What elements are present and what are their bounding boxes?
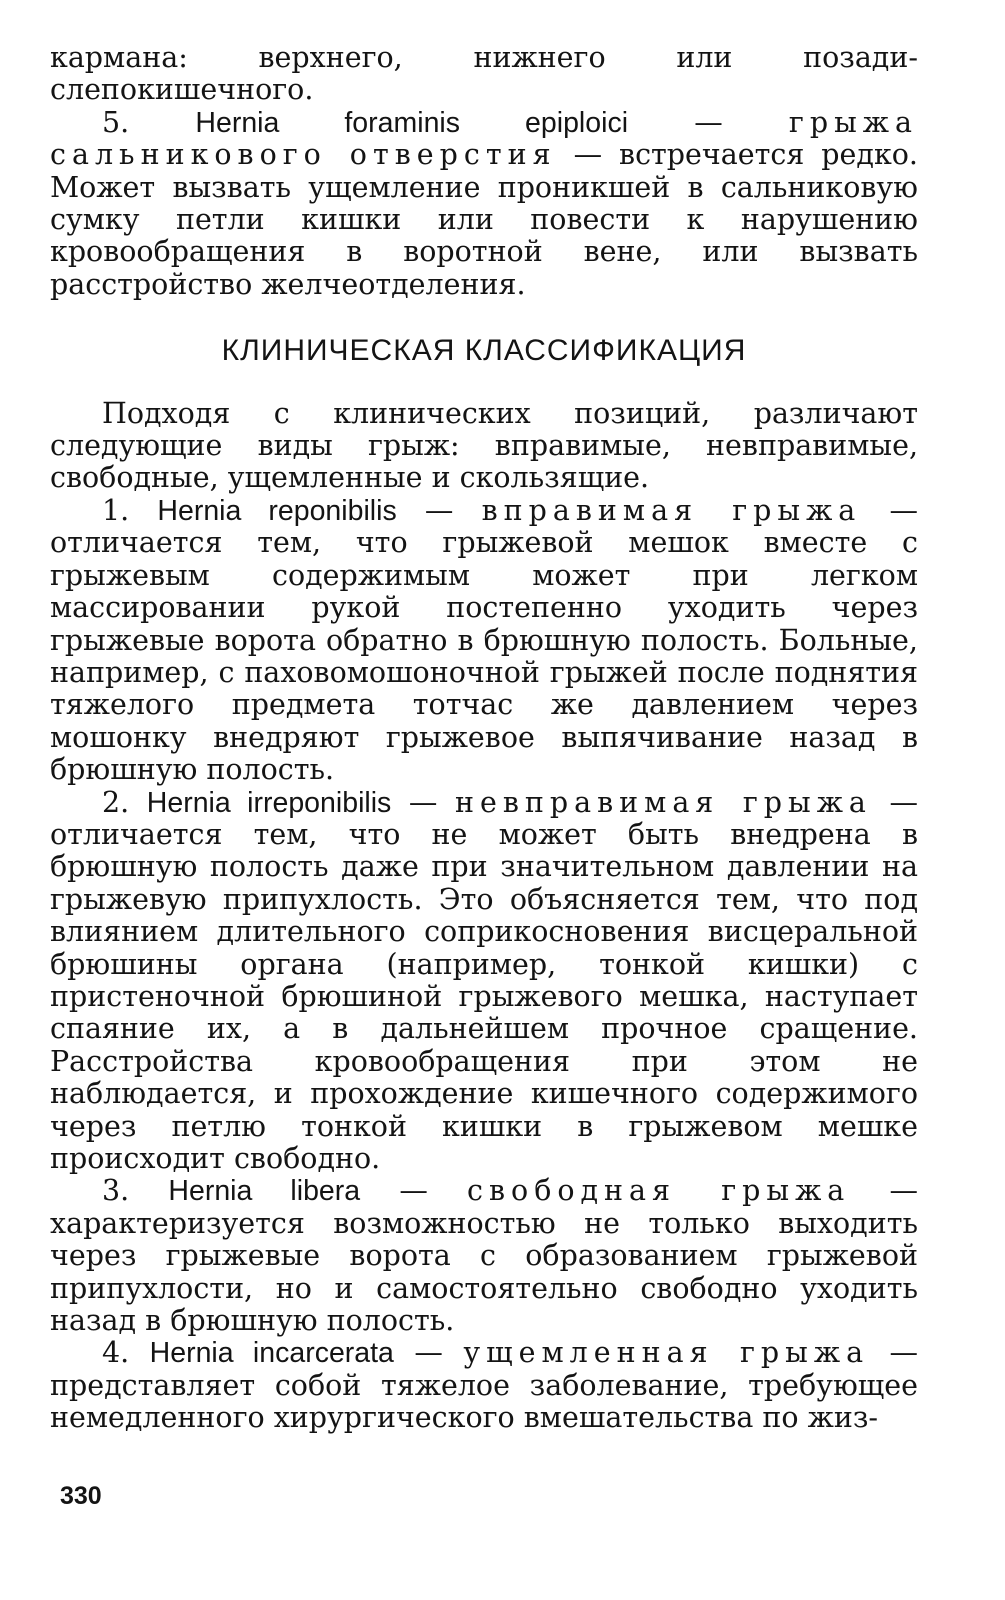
paragraph-text: — отличается тем, что грыжевой мешок вместе с грыжевым содержимым может при легком массировании рукой постепенно уходить через грыжевые ворота обратно в брюшную полость. Больные, например, с паховомошоночной грыжей после поднятия тяжелого предмета тотчас же давлением через мошонку внедряют грыжевое выпячивание назад в брюшную полость. <box>50 493 918 787</box>
latin-term: Hernia reponibilis <box>157 494 397 527</box>
list-item-hernia-reponibilis <box>50 495 918 787</box>
spaced-term: невправимая грыжа <box>454 785 872 819</box>
spaced-term: свободная грыжа <box>467 1174 851 1208</box>
page-number: 330 <box>60 1482 102 1510</box>
paragraph-text: — встречается редко. Может вызвать ущемление проникшей в сальниковую сумку петли кишки или повести к нарушению кровообращения в воротной вене, или вызвать расстройство желчеотделения. <box>50 138 918 301</box>
paragraph-text: кармана: верхнего, нижнего или позади-слепокишечного. <box>50 41 918 107</box>
paragraph-continuation <box>50 42 918 107</box>
paragraph-text: — представляет собой тяжелое заболевание, требующее немедленного хирургического вмешательства по жиз- <box>50 1336 919 1435</box>
paragraph-intro <box>50 398 918 495</box>
spaced-term: вправимая грыжа <box>481 493 862 527</box>
page-body <box>50 42 918 1435</box>
dash: — <box>360 1174 468 1208</box>
item-number: 2. <box>102 785 130 819</box>
spaced-term: ущемленная грыжа <box>463 1336 870 1370</box>
latin-term: Hernia irreponibilis <box>146 786 392 819</box>
paragraph-text: — характеризуется возможностью не только выходить через грыжевые ворота с образованием грыжевой припухлости, но и самостоятельно свободно уходить назад в брюшную полость. <box>50 1174 918 1338</box>
paragraph-text: Подходя с клинических позиций, различают следующие виды грыж: вправимые, невправимые, свободные, ущемленные и скользящие. <box>50 396 918 495</box>
list-item-hernia-libera <box>50 1175 918 1337</box>
list-item-hernia-irreponibilis <box>50 787 918 1176</box>
dash: — <box>628 105 789 139</box>
spaced-term: грыжа сальникового отверстия <box>50 105 918 172</box>
latin-term: Hernia incarcerata <box>149 1337 394 1370</box>
item-number: 1. <box>102 493 130 527</box>
section-heading: КЛИНИЧЕСКАЯ КЛАССИФИКАЦИЯ <box>221 334 747 368</box>
dash: — <box>393 1336 464 1370</box>
list-item-hernia-foraminis-epiploici <box>50 107 918 301</box>
dash: — <box>391 785 455 819</box>
item-number: 5. <box>102 105 130 139</box>
paragraph-text: — отличается тем, что не может быть внедрена в брюшную полость даже при значительном давлении на грыжевую припухлость. Это объясняется тем, что под влиянием длительного соприкосновения висцеральной брюшины органа (например, тонкой кишки) с пристеночной брюшиной грыжевого мешка, наступает спаяние их, а в дальнейшем прочное сращение. Расстройства кровообращения при этом не наблюдается, и прохождение кишечного содержимого через петлю тонкой кишки в грыжевом мешке происходит свободно. <box>50 785 919 1175</box>
latin-term: Hernia foraminis epiploici <box>195 106 629 139</box>
item-number: 3. <box>102 1174 130 1208</box>
latin-term: Hernia libera <box>168 1175 361 1208</box>
list-item-hernia-incarcerata <box>50 1337 918 1434</box>
dash: — <box>396 493 482 527</box>
item-number: 4. <box>102 1336 130 1370</box>
